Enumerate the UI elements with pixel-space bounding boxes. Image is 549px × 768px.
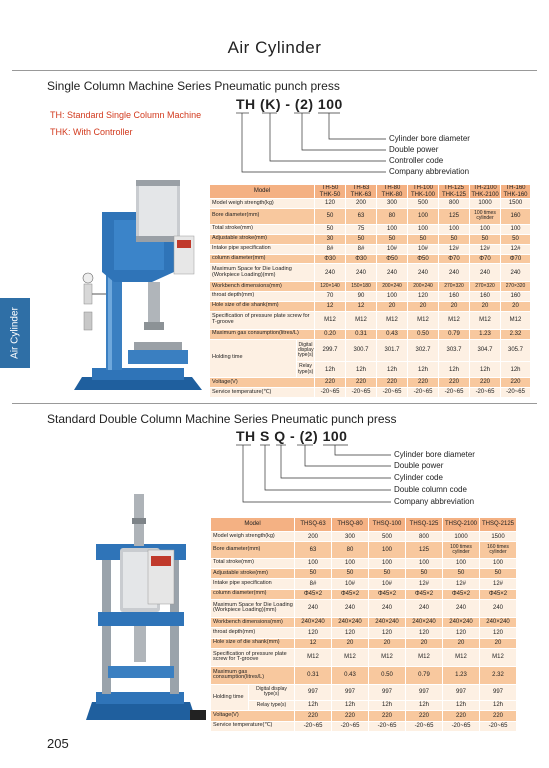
section-divider [12, 403, 537, 404]
section1-legend-3: Controller code [389, 156, 444, 165]
section2-legend-2: Double power [394, 461, 444, 470]
table-row: Intake pipe specification 8# 8# 10# 10# 12# 12# 12# [210, 244, 531, 254]
table-row: Voltage(V) 220 220 220 220 220 220 220 [210, 378, 531, 388]
section2-legend-4: Double column code [394, 485, 467, 494]
model-header: Model [211, 518, 295, 532]
table-row: Hole size of die shank(mm) 12 20 20 20 20 20 [211, 638, 517, 648]
model-thsq-100: THSQ-100 [369, 518, 406, 532]
model-th-80: TH-80 THK-80 [377, 185, 408, 199]
table-row: Service temperature(℃) -20~65 -20~65 -20~65 -20~65 -20~65 -20~65 -20~65 [210, 388, 531, 398]
table-row: column diameter(mm) Φ45×2 Φ45×2 Φ45×2 Φ45×2 Φ45×2 Φ45×2 [211, 589, 517, 599]
table-row: throat depth(mm) 70 90 100 120 160 160 160 [210, 291, 531, 301]
table-row: Total stroke(mm) 100 100 100 100 100 100 [211, 558, 517, 568]
table-row: Maximum gas consumption(litres/L) 0.31 0.43 0.50 0.79 1.23 2.32 [211, 666, 517, 684]
table-row: Holding time Digital display type(s) 997 997 997 997 997 997 [211, 684, 517, 700]
table-row: Service temperature(℃) -20~65 -20~65 -20~65 -20~65 -20~65 -20~65 [211, 721, 517, 731]
section1-legend-2: Double power [389, 145, 439, 154]
table-row: Voltage(V) 220 220 220 220 220 220 [211, 711, 517, 721]
model-thsq-125: THSQ-125 [406, 518, 443, 532]
table-row: column diameter(mm) Φ30 Φ30 Φ50 Φ50 Φ70 Φ70 Φ70 [210, 254, 531, 264]
section2-model-code: TH S Q - (2) 100 [236, 428, 348, 444]
table-row: Adjustable stroke(mm) 30 50 50 50 50 50 50 [210, 234, 531, 244]
model-th-50: TH-50 THK-50 [315, 185, 346, 199]
page-number: 205 [47, 736, 69, 751]
table-row: Model weigh strength(kg) 200 300 500 800 1000 1500 [211, 532, 517, 542]
table-row: Workbench dimensions(mm) 240×240 240×240 240×240 240×240 240×240 240×240 [211, 617, 517, 627]
table-row: Hole size of die shank(mm) 12 12 20 20 20 20 20 [210, 301, 531, 311]
single-column-press-image [62, 172, 212, 397]
table-row: Relay type(s) 12h 12h 12h 12h 12h 12h 12h [210, 362, 531, 378]
section2-legend-1: Cylinder bore diameter [394, 450, 475, 459]
title-rule [12, 70, 537, 71]
page-title: Air Cylinder [227, 38, 322, 57]
section2-legend-3: Cylinder code [394, 473, 443, 482]
section2-legend-5: Company abbreviation [394, 497, 475, 506]
double-column-press-image [78, 488, 208, 738]
side-tab [0, 298, 30, 368]
section1-red-line-2: THK: With Controller [50, 127, 133, 137]
table-row: Adjustable stroke(mm) 50 50 50 50 50 50 [211, 568, 517, 578]
table-row: Specification of pressure plate screw for T-groove M12 M12 M12 M12 M12 M12 [211, 648, 517, 666]
table-row: Bore diameter(mm) 50 63 80 100 125 100 times cylinder 160 [210, 208, 531, 224]
section1-legend-1: Cylinder bore diameter [389, 134, 470, 143]
model-thsq-63: THSQ-63 [295, 518, 332, 532]
model-th-63: TH-63 THK-63 [346, 185, 377, 199]
model-th-100: TH-100 THK-100 [408, 185, 439, 199]
model-header: Model [210, 185, 315, 199]
side-tab-label: Air Cylinder [9, 307, 21, 359]
table-row: Maximum gas consumption(litres/L) 0.20 0.31 0.43 0.50 0.79 1.23 2.32 [210, 329, 531, 339]
table-row: Maximum Space for Die Loading (Workpiece Loading)(mm) 240 240 240 240 240 240 240 [210, 264, 531, 282]
table-row: Total stroke(mm) 50 75 100 100 100 100 100 [210, 224, 531, 234]
section1-red-line-1: TH: Standard Single Column Machine [50, 110, 202, 120]
single-column-spec-table [209, 184, 531, 398]
model-thsq-2100: THSQ-2100 [443, 518, 480, 532]
section1-legend-4: Company abbreviation [389, 167, 470, 176]
table-row: Holding time Digital display type(s) 299.7 300.7 301.7 302.7 303.7 304.7 305.7 [210, 339, 531, 362]
model-th-2100: TH-2100 THK-2100 [471, 185, 499, 198]
section1-title: Single Column Machine Series Pneumatic punch press [47, 79, 340, 93]
table-row: Intake pipe specification 8# 10# 10# 12# 12# 12# [211, 579, 517, 589]
section1-model-code: TH (K) - (2) 100 [236, 96, 343, 112]
table-row: Bore diameter(mm) 63 80 100 125 100 times cylinder 160 times cylinder [211, 542, 517, 558]
table-row: Maximum Space for Die Loading (Workpiece Loading)(mm) 240 240 240 240 240 240 [211, 599, 517, 617]
model-th-125: TH-125 THK-125 [439, 185, 470, 199]
table-row: throat depth(mm) 120 120 120 120 120 120 [211, 628, 517, 638]
table-row: Model weigh strength(kg) 120 200 300 500 800 1000 1500 [210, 199, 531, 209]
table-row: Specification of pressure plate screw for T-groove M12 M12 M12 M12 M12 M12 M12 [210, 311, 531, 329]
double-column-spec-table [210, 517, 517, 732]
model-th-160: TH-160 THK-160 [501, 185, 531, 199]
section2-title: Standard Double Column Machine Series Pneumatic punch press [47, 412, 397, 426]
model-thsq-80: THSQ-80 [332, 518, 369, 532]
model-thsq-2125: THSQ-2125 [480, 518, 517, 532]
table-row: Workbench dimensions(mm) 120×140 150×180 200×240 200×240 270×320 270×320 270×320 [210, 282, 531, 291]
table-row: Relay type(s) 12h 12h 12h 12h 12h 12h [211, 700, 517, 710]
